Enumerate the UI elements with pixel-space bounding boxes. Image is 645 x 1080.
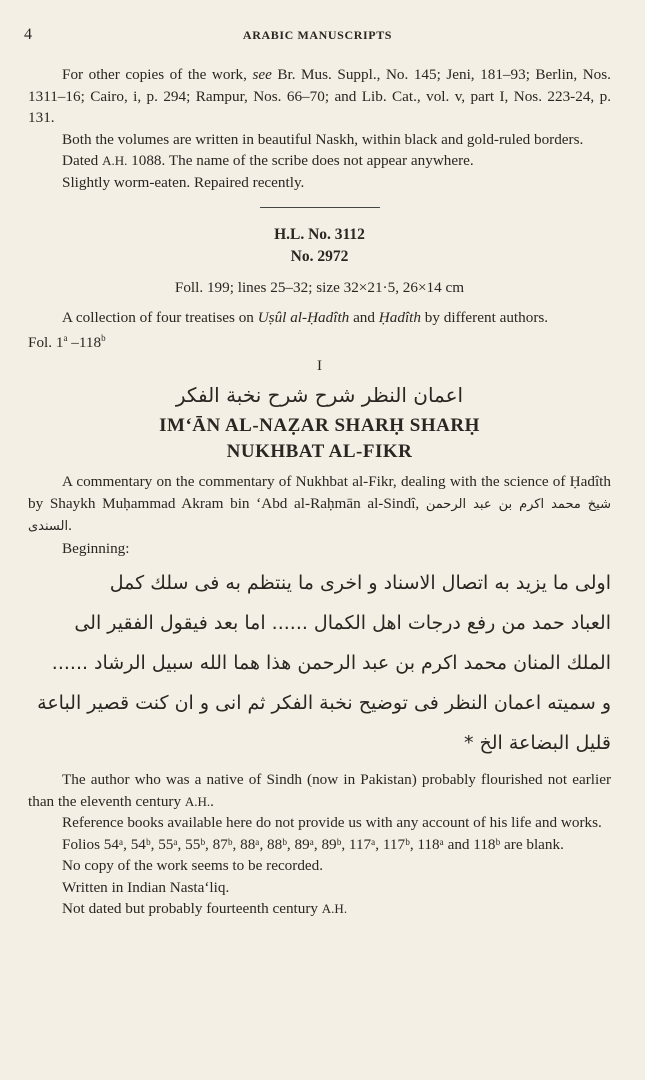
see-reference: see [252, 66, 272, 83]
physical-description: Foll. 199; lines 25–32; size 32×21·5, 26×14 cm [174, 279, 465, 296]
arabic-line: اولى ما يزيد به اتصال الاسناد و اخرى ما ينتظم به فى سلك كمل [109, 572, 611, 594]
arabic-line: قليل البضاعة الخ * [463, 732, 611, 754]
beginning-label: Beginning: [62, 539, 130, 557]
other-copies-paragraph: For other copies of the work, see Br. Mus. Suppl., No. 145; Jeni, 181–93; Berlin, Nos. 1311–16; Cairo, i, p. 294; Rampur, Nos. 66–70; and Lib. Cat., vol. v, part I, Nos. 223-24, p. 131. [28, 66, 611, 126]
section-divider [260, 207, 380, 208]
beginning-arabic-text [28, 563, 611, 763]
hl-number: H.L. No. 3112 [274, 226, 365, 243]
page-header [24, 26, 611, 44]
catalogue-number: No. 2972 [290, 247, 349, 265]
blank-folios-paragraph: Folios 54ᵃ, 54ᵇ, 55ᵃ, 55ᵇ, 87ᵇ, 88ᵃ, 88ᵇ, 89ᵃ, 89ᵇ, 117ᵃ, 117ᵇ, 118ᵃ and 118ᵇ are blank. [62, 835, 564, 853]
no-copy-paragraph: No copy of the work seems to be recorded. [62, 857, 324, 874]
treatise-numeral: I [317, 357, 322, 374]
references-paragraph: Reference books available here do not provide us with any account of his life and works. [62, 814, 602, 831]
page-body [28, 64, 611, 920]
author-paragraph: The author who was a native of Sindh (now in Pakistan) probably flourished not earlier than the eleventh century A.H.. [28, 771, 611, 810]
volumes-paragraph: Both the volumes are written in beautiful Naskh, within black and gold-ruled borders. [62, 130, 584, 148]
arabic-title: اعمان النظر شرح شرح نخبة الفكر [175, 383, 464, 407]
condition-paragraph: Slightly worm-eaten. Repaired recently. [62, 173, 305, 191]
title-line-1: IM‘ĀN AL-NAẒAR SHARḤ SHARḤ [159, 415, 480, 436]
arabic-line: الملك المنان محمد اكرم بن عبد الرحمن هذا هما الله سبيل الرشاد ...... [51, 652, 611, 674]
arabic-line: و سميته اعمان النظر فى توضيح نخبة الفكر ثم انى و ان كنت قصير الباعة [37, 692, 611, 714]
author-arabic-name: شيخ محمد اكرم بن عبد الرحمن السندى [28, 496, 611, 534]
collection-description: A collection of four treatises on Uṣûl al-Ḥadîth and Ḥadîth by different authors. [62, 308, 549, 326]
script-paragraph: Written in Indian Nasta‘liq. [62, 878, 230, 896]
page-number: 4 [24, 26, 32, 43]
era-abbrev: A.H. [102, 153, 128, 168]
commentary-paragraph: A commentary on the commentary of Nukhbat al-Fikr, dealing with the science of Ḥadîth by Shaykh Muḥammad Akram bin ‘Abd al-Raḥmān al-Sindî, شيخ محمد اكرم بن عبد الرحمن السندى. [28, 473, 611, 534]
not-dated-paragraph: Not dated but probably fourteenth century A.H. [62, 900, 348, 917]
folio-range: Fol. 1$^a$ –118$^b$ [28, 332, 106, 351]
arabic-line: العباد حمد من رفع درجات اهل الكمال ...... اما بعد فيقول الفقير الى [74, 612, 611, 634]
title-line-2: NUKHBAT AL-FIKR [226, 441, 413, 462]
dated-paragraph: Dated A.H. 1088. The name of the scribe does not appear anywhere. [62, 152, 474, 169]
running-title: ARABIC MANUSCRIPTS [242, 28, 393, 42]
